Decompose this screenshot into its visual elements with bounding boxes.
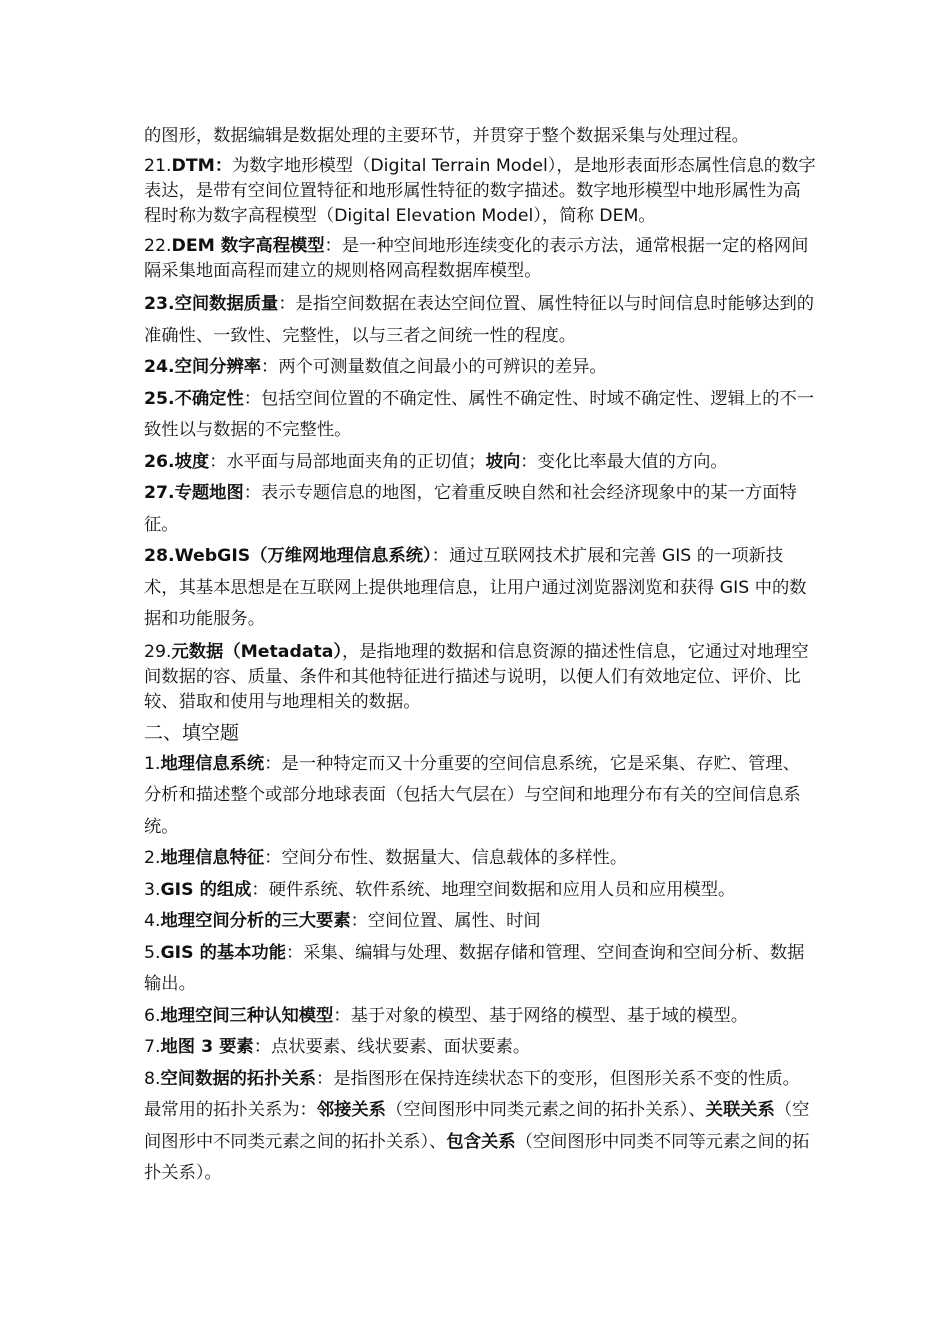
definition-22: 22.DEM 数字高程模型：是一种空间地形连续变化的表示方法，通常根据一定的格网间隔采集地面高程而建立的规则格网高程数据库模型。 [144,236,809,281]
term-slope: 26.坡度 [144,451,210,472]
term-spatial-analysis-elements: 地理空间分析的三大要素 [160,911,351,931]
paragraph-continued: 的图形，数据编辑是数据处理的主要环节，并贯穿于整个数据采集与处理过程。 [144,126,749,146]
fill-1: 1.地理信息系统：是一种特定而又十分重要的空间信息系统，它是采集、存贮、管理、分析和描述整个或部分地球表面（包括大气层在）与空间和地理分布有关的空间信息系统。 [144,753,801,837]
term-dtm: DTM： [171,156,233,176]
term-cognitive-models: 地理空间三种认知模型 [160,1005,334,1026]
term-association: 关联关系 [705,1100,775,1120]
term-adjacency: 邻接关系 [316,1100,386,1120]
fill-7: 7.地图 3 要素：点状要素、线状要素、面状要素。 [144,1037,531,1057]
term-spatial-resolution: 24.空间分辨率 [144,357,262,377]
fill-3: 3.GIS 的组成：硬件系统、软件系统、地理空间数据和应用人员和应用模型。 [144,879,736,900]
definition-23: 23.空间数据质量：是指空间数据在表达空间位置、属性特征以与时间信息时能够达到的准确性、一致性、完整性，以与三者之间统一性的程度。 [144,294,815,346]
term-containment: 包含关系 [446,1131,516,1152]
fill-2: 2.地理信息特征：空间分布性、数据量大、信息载体的多样性。 [144,848,628,868]
definition-25: 25.不确定性：包括空间位置的不确定性、属性不确定性、时域不确定性、逻辑上的不一致性以与数据的不完整性。 [144,388,815,440]
term-aspect: 坡向 [485,451,521,472]
document-page [144,124,816,1190]
definition-21: 21.DTM：为数字地形模型（Digital Terrain Model），是地形表面形态属性信息的数字表达，是带有空间位置特征和地形属性特征的数字描述。数字地形模型中地形属性为高程时称为数字高程模型（Digital Elevation Model），简称 DEM。 [144,156,816,226]
definition-26: 26.坡度：水平面与局部地面夹角的正切值；坡向：变化比率最大值的方向。 [144,451,728,472]
term-metadata: 元数据（Metadata） [171,641,343,662]
fill-4: 4.地理空间分析的三大要素：空间位置、属性、时间 [144,911,541,931]
term-map-elements: 地图 3 要素 [160,1037,254,1057]
term-gis-functions: GIS 的基本功能 [160,942,286,963]
term-dem: DEM 数字高程模型 [171,236,325,256]
term-thematic-map: 27.专题地图 [144,483,244,503]
definition-28: 28.WebGIS（万维网地理信息系统）：通过互联网技术扩展和完善 GIS 的一项新技术，其基本思想是在互联网上提供地理信息，让用户通过浏览器浏览和获得 GIS 中的数据和功能服务。 [144,546,807,629]
definition-27: 27.专题地图：表示专题信息的地图，它着重反映自然和社会经济现象中的某一方面特征。 [144,483,797,535]
fill-6: 6.地理空间三种认知模型：基于对象的模型、基于网络的模型、基于域的模型。 [144,1005,749,1026]
term-uncertainty: 25.不确定性 [144,388,244,409]
term-gis: 地理信息系统 [160,753,265,774]
term-gis-composition: GIS 的组成 [160,879,252,900]
term-topology: 空间数据的拓扑关系 [160,1068,317,1089]
term-spatial-data-quality: 23.空间数据质量 [144,294,279,314]
definition-29: 29.元数据（Metadata），是指地理的数据和信息资源的描述性信息，它通过对地理空间数据的容、质量、条件和其他特征进行描述与说明，以便人们有效地定位、评价、比较、猎取和使用与地理相关的数据。 [144,641,809,712]
section-heading-fill-in: 二、填空题 [144,721,240,744]
term-geo-info-features: 地理信息特征 [160,848,265,868]
term-webgis: 28.WebGIS（万维网地理信息系统） [144,546,432,566]
definition-24: 24.空间分辨率：两个可测量数值之间最小的可辨识的差异。 [144,357,607,377]
fill-5: 5.GIS 的基本功能：采集、编辑与处理、数据存储和管理、空间查询和空间分析、数据输出。 [144,942,805,994]
fill-8: 8.空间数据的拓扑关系：是指图形在保持连续状态下的变形，但图形关系不变的性质。最常用的拓扑关系为：邻接关系（空间图形中同类元素之间的拓扑关系）、关联关系（空间图形中不同类元素之间的拓扑关系）、包含关系（空间图形中同类不同等元素之间的拓扑关系）。 [144,1068,810,1183]
